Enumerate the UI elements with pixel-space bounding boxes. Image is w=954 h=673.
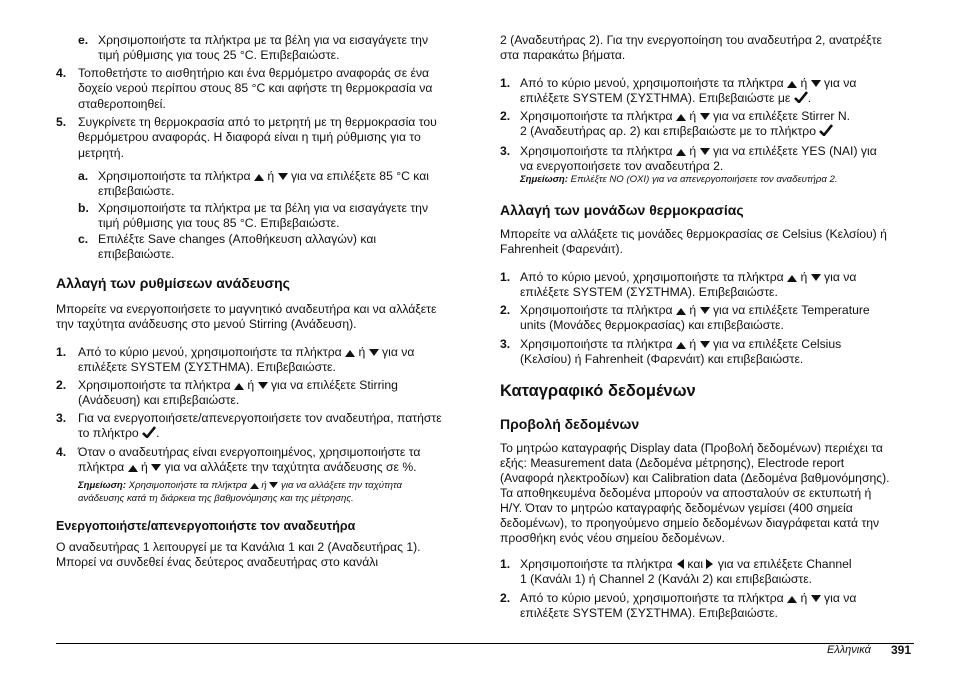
checkmark-icon xyxy=(794,91,808,107)
down-arrow-icon xyxy=(278,170,288,185)
left-arrow-icon xyxy=(676,558,684,573)
down-arrow-icon xyxy=(811,271,821,286)
heading-stirring-settings: Αλλαγή των ρυθμίσεων ανάδευσης xyxy=(56,275,290,291)
checkmark-icon xyxy=(142,426,156,442)
up-arrow-icon xyxy=(234,379,244,394)
down-arrow-icon xyxy=(700,110,710,125)
up-arrow-icon xyxy=(787,271,797,286)
footer-divider xyxy=(56,643,914,644)
down-arrow-icon xyxy=(700,145,710,160)
checkmark-icon xyxy=(819,124,833,140)
view-intro-line: Η/Υ. Όταν το μητρώο καταγραφής δεδομένων γεμίσει (400 σημεία xyxy=(500,501,853,515)
view-intro-line: δεδομένων), το προηγούμενο σημείο δεδομένων διαγράφεται κατά την xyxy=(500,516,880,530)
footer-language: Ελληνικά xyxy=(827,644,871,656)
down-arrow-icon xyxy=(369,346,379,361)
heading-stirrer-toggle: Ενεργοποιήστε/απενεργοποιήστε τον αναδευτήρα xyxy=(56,519,356,533)
temp-intro-line2: Fahrenheit (Φαρενάιτ). xyxy=(500,242,623,256)
right-arrow-icon xyxy=(706,558,714,573)
down-arrow-icon xyxy=(258,379,268,394)
heading-data-logger: Καταγραφικό δεδομένων xyxy=(500,382,696,400)
up-arrow-icon xyxy=(676,338,686,353)
down-arrow-icon xyxy=(811,592,821,607)
temp-intro-line1: Μπορείτε να αλλάξετε τις μονάδες θερμοκρασίας σε Celsius (Κελσίου) ή xyxy=(500,227,887,241)
stirring-intro-line1: Μπορείτε να ενεργοποιήσετε το μαγνητικό αναδευτήρα και να αλλάξετε xyxy=(56,302,437,316)
down-arrow-icon xyxy=(151,461,161,476)
up-arrow-icon xyxy=(128,461,138,476)
up-arrow-icon xyxy=(787,77,797,92)
stirrer-cont-line2: στα παρακάτω βήματα. xyxy=(500,48,626,62)
view-intro-line: Το μητρώο καταγραφής Display data (Προβολή δεδομένων) περιέχει τα xyxy=(500,441,883,455)
view-intro-line: (Αναφορά ηλεκτροδίων) και Calibration data (Δεδομένα βαθμονόμησης). xyxy=(500,471,890,485)
heading-temperature-units: Αλλαγή των μονάδων θερμοκρασίας xyxy=(500,202,744,218)
stirrer2-note: Σημείωση: Επιλέξτε NO (ΟΧΙ) για να απενεργοποιήσετε τον αναδευτήρα 2. xyxy=(520,174,838,185)
down-arrow-icon xyxy=(700,304,710,319)
down-arrow-icon xyxy=(811,77,821,92)
down-arrow-icon xyxy=(700,338,710,353)
up-arrow-icon xyxy=(676,110,686,125)
up-arrow-icon xyxy=(676,145,686,160)
up-arrow-icon xyxy=(345,346,355,361)
up-arrow-icon xyxy=(676,304,686,319)
page-number: 391 xyxy=(891,643,912,657)
stirrer-intro-line2: Μπορεί να συνδεθεί ένας δεύτερος αναδευτήρας στο κανάλι xyxy=(56,555,379,569)
stirring-note: Σημείωση: Χρησιμοποιήστε τα πλήκτρα ή για να αλλάξετε την ταχύτητα ανάδευσης κατά τη διάρκεια της βαθμονόμησης και της μέτρησης. xyxy=(78,480,402,504)
view-intro-line: Τα αποθηκευμένα δεδομένα μπορούν να αποσταλούν σε εκτυπωτή ή xyxy=(500,486,872,500)
view-intro-line: προσθήκη ενός νέου σημείου δεδομένων. xyxy=(500,531,725,545)
down-arrow-icon xyxy=(269,481,278,493)
up-arrow-icon xyxy=(787,592,797,607)
up-arrow-icon xyxy=(254,170,264,185)
heading-view-data: Προβολή δεδομένων xyxy=(500,416,640,432)
view-intro-line: εξής: Measurement data (Δεδομένα μέτρησης), Electrode report xyxy=(500,456,845,470)
up-arrow-icon xyxy=(250,481,259,493)
stirrer-cont-line1: 2 (Αναδευτήρας 2). Για την ενεργοποίηση του αναδευτήρα 2, ανατρέξτε xyxy=(500,33,882,47)
stirring-intro-line2: την ταχύτητα ανάδευσης στο μενού Stirring (Ανάδευση). xyxy=(56,317,357,331)
stirrer-intro-line1: Ο αναδευτήρας 1 λειτουργεί με τα Κανάλια 1 και 2 (Αναδευτήρας 1). xyxy=(56,540,421,554)
